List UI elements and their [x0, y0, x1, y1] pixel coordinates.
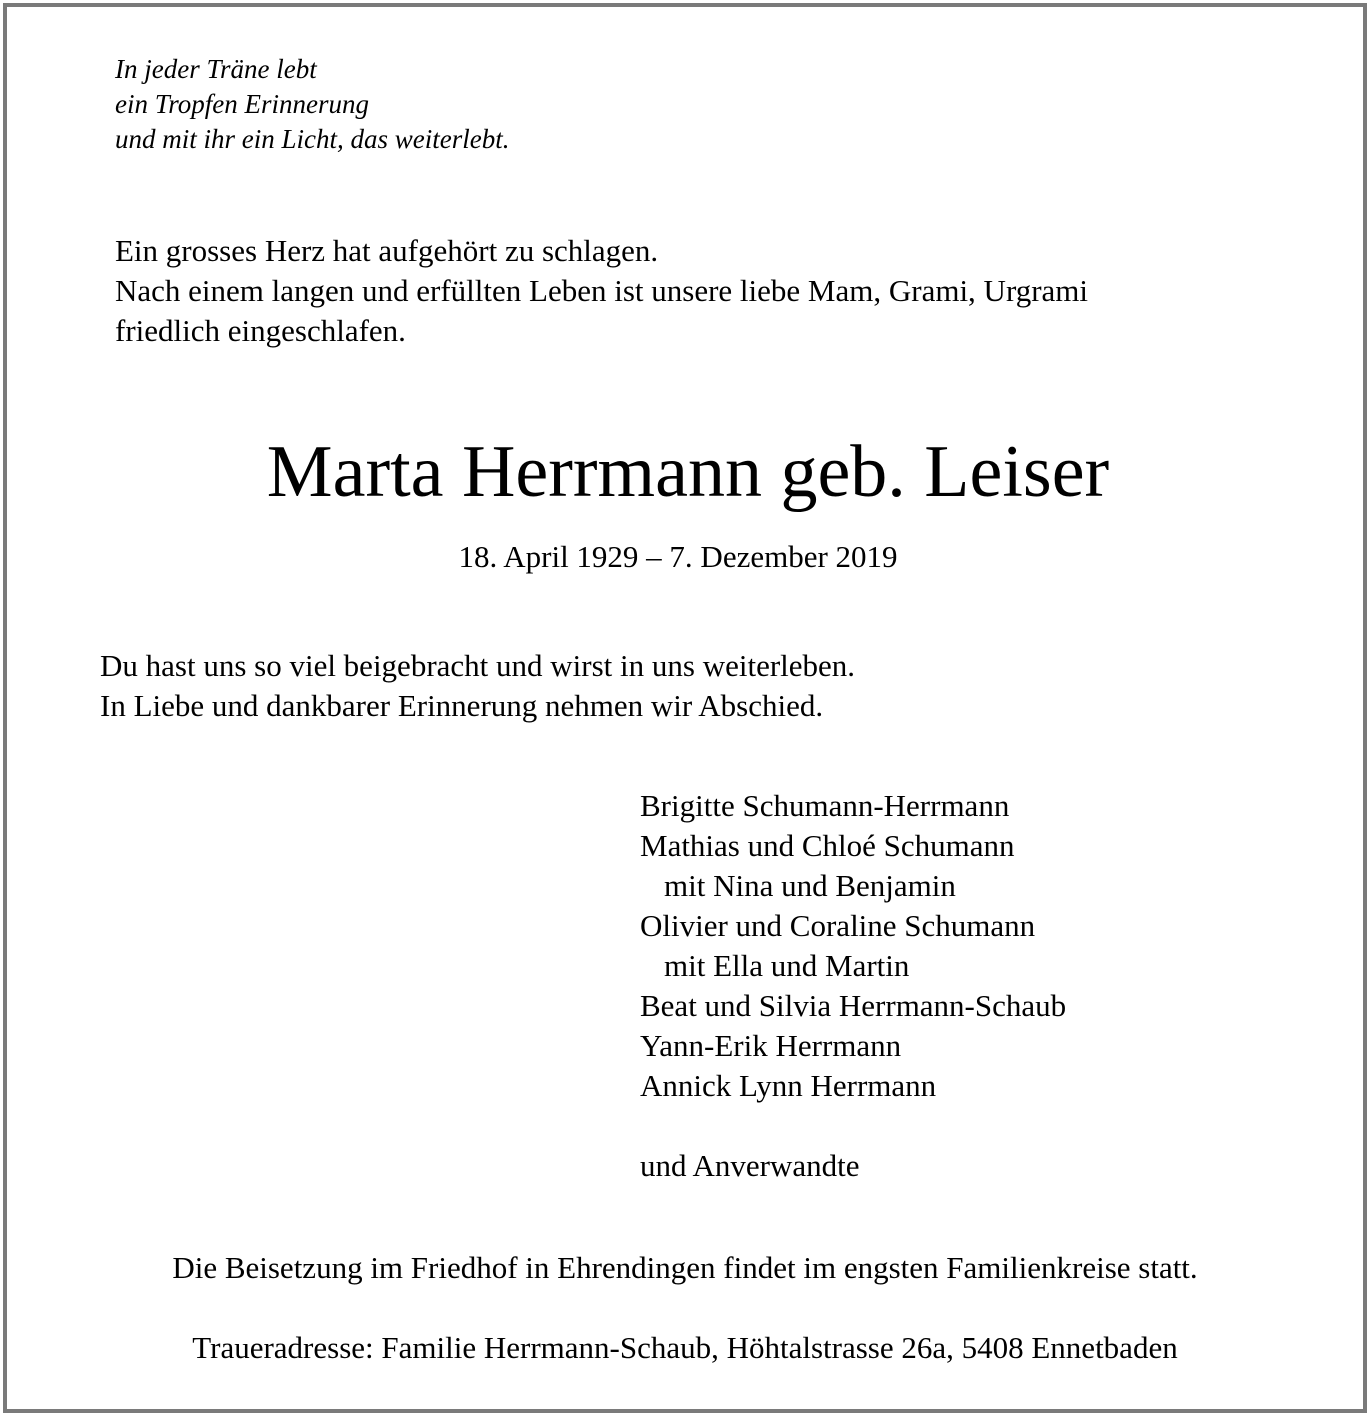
mourner-entry: Mathias und Chloé Schumann: [640, 828, 1015, 863]
spacer: [640, 1106, 1066, 1146]
motto-verse: [115, 52, 509, 157]
mourner-entry: Olivier und Coraline Schumann: [640, 908, 1036, 943]
mourner-entry: Yann-Erik Herrmann: [640, 1028, 902, 1063]
motto-line: In jeder Träne lebt: [115, 54, 317, 84]
motto-line: und mit ihr ein Licht, das weiterlebt.: [115, 124, 510, 154]
farewell-text: [100, 646, 855, 726]
farewell-line: Du hast uns so viel beigebracht und wirst in uns weiterleben.: [100, 648, 856, 683]
intro-line: Ein grosses Herz hat aufgehört zu schlagen.: [115, 233, 659, 268]
life-dates: 18. April 1929 – 7. Dezember 2019: [458, 539, 898, 574]
mourner-entry-children: mit Nina und Benjamin: [664, 868, 956, 903]
mourning-address: Traueradresse: Familie Herrmann-Schaub, Höhtalstrasse 26a, 5408 Ennetbaden: [192, 1330, 1178, 1365]
mourner-entry-children: mit Ella und Martin: [664, 948, 910, 983]
mourners-list: [640, 786, 1066, 1186]
intro-text: [115, 231, 1088, 351]
mourner-entry: Brigitte Schumann-Herrmann: [640, 788, 1010, 823]
intro-line: Nach einem langen und erfüllten Leben ist unsere liebe Mam, Grami, Urgrami: [115, 273, 1089, 308]
intro-line: friedlich eingeschlafen.: [115, 313, 406, 348]
motto-line: ein Tropfen Erinnerung: [115, 89, 369, 119]
mourner-entry: Annick Lynn Herrmann: [640, 1068, 937, 1103]
mourner-entry: Beat und Silvia Herrmann-Schaub: [640, 988, 1067, 1023]
farewell-line: In Liebe und dankbarer Erinnerung nehmen wir Abschied.: [100, 688, 824, 723]
relatives-note: und Anverwandte: [640, 1148, 860, 1183]
burial-note: Die Beisetzung im Friedhof in Ehrendingen findet im engsten Familienkreise statt.: [172, 1250, 1198, 1285]
deceased-name: Marta Herrmann geb. Leiser: [266, 431, 1110, 513]
